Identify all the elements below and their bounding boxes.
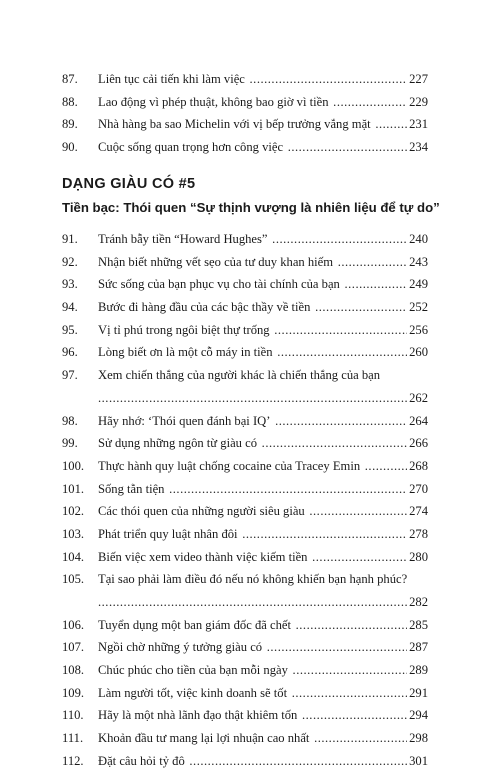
toc-entry-number: 110. bbox=[62, 708, 84, 723]
toc-entry bbox=[62, 568, 428, 591]
toc-entry-page: 291 bbox=[407, 682, 428, 705]
toc-entry bbox=[62, 704, 428, 727]
toc-entry-page: 287 bbox=[407, 636, 428, 659]
toc-entry bbox=[62, 319, 428, 342]
toc-entry bbox=[62, 659, 428, 682]
toc-entry-page: 262 bbox=[407, 387, 428, 410]
toc-entry bbox=[62, 296, 428, 319]
section-heading: DẠNG GIÀU CÓ #5 bbox=[62, 176, 196, 192]
toc-list-top bbox=[62, 68, 428, 159]
toc-leader-dots bbox=[98, 387, 428, 410]
toc-entry-title-wrap bbox=[98, 228, 428, 251]
toc-entry bbox=[62, 364, 428, 387]
toc-entry-number: 107. bbox=[62, 640, 85, 655]
toc-entry-number: 98. bbox=[62, 413, 78, 428]
toc-entry-title: Tuyển dụng một ban giám đốc đã chết bbox=[98, 617, 291, 632]
toc-entry-page: 268 bbox=[407, 455, 428, 478]
toc-entry-title-wrap bbox=[98, 636, 428, 659]
toc-entry-title-wrap bbox=[98, 659, 428, 682]
toc-entry-title: Các thói quen của những người siêu giàu bbox=[98, 504, 305, 519]
toc-entry-title: Biến việc xem video thành việc kiếm tiền bbox=[98, 549, 308, 564]
toc-entry-page: 231 bbox=[407, 113, 428, 136]
toc-entry-title: Sức sống của bạn phục vụ cho tài chính của bạn bbox=[98, 277, 340, 292]
toc-entry bbox=[62, 228, 428, 251]
toc-entry-number: 94. bbox=[62, 300, 78, 315]
toc-entry bbox=[62, 113, 428, 136]
toc-entry-title: Ngồi chờ những ý tưởng giàu có bbox=[98, 640, 263, 655]
toc-entry-title-wrap bbox=[98, 727, 428, 750]
toc-entry-number: 95. bbox=[62, 322, 78, 337]
toc-entry-page: 256 bbox=[407, 319, 428, 342]
toc-entry-title: Tại sao phải làm điều đó nếu nó không khiến bạn hạnh phúc? bbox=[98, 572, 408, 587]
toc-entry bbox=[62, 341, 428, 364]
toc-entry-number: 90. bbox=[62, 140, 78, 155]
toc-entry-number: 89. bbox=[62, 117, 78, 132]
toc-entry-title: Vị tỉ phú trong ngôi biệt thự trống bbox=[98, 322, 270, 337]
toc-entry-title: Thực hành quy luật chống cocaine của Tracey Emin bbox=[98, 458, 361, 473]
toc-entry bbox=[62, 636, 428, 659]
toc-entry-number: 106. bbox=[62, 617, 85, 632]
toc-entry-title: Sống tằn tiện bbox=[98, 481, 165, 496]
toc-entry-title: Làm người tốt, việc kinh doanh sẽ tốt bbox=[98, 685, 288, 700]
toc-entry-title-wrap bbox=[98, 455, 428, 478]
toc-entry-number: 104. bbox=[62, 549, 85, 564]
toc-list-main bbox=[62, 228, 428, 773]
toc-entry-number: 91. bbox=[62, 232, 78, 246]
toc-entry bbox=[62, 410, 428, 433]
toc-entry-number: 88. bbox=[62, 94, 78, 109]
toc-entry-page: 252 bbox=[407, 296, 428, 319]
toc-entry-title-wrap bbox=[98, 478, 428, 501]
toc-entry-title-wrap bbox=[98, 341, 428, 364]
toc-entry-title: Xem chiến thắng của người khác là chiến thắng của bạn bbox=[98, 368, 381, 383]
toc-entry-title: Nhà hàng ba sao Michelin với vị bếp trưởng vắng mặt bbox=[98, 117, 371, 132]
toc-entry-continuation bbox=[62, 387, 428, 410]
toc-entry-page: 298 bbox=[407, 727, 428, 750]
toc-entry-number: 99. bbox=[62, 436, 78, 451]
toc-entry-number: 111. bbox=[62, 731, 84, 746]
toc-entry-title: Đặt câu hỏi tỷ đô bbox=[98, 753, 185, 768]
toc-entry-page: 264 bbox=[407, 410, 428, 433]
toc-entry bbox=[62, 546, 428, 569]
toc-entry-title: Bước đi hàng đầu của các bậc thầy về tiền bbox=[98, 300, 311, 315]
toc-entry-title: Tránh bẫy tiền “Howard Hughes” bbox=[98, 232, 268, 246]
toc-entry-title-wrap bbox=[98, 432, 428, 455]
toc-entry-title: Sử dụng những ngôn từ giàu có bbox=[98, 436, 258, 451]
toc-entry-title-wrap bbox=[98, 682, 428, 705]
toc-entry bbox=[62, 136, 428, 159]
toc-entry-page: 274 bbox=[407, 500, 428, 523]
toc-entry-number: 105. bbox=[62, 572, 85, 587]
toc-entry-title: Cuộc sống quan trọng hơn công việc bbox=[98, 140, 284, 155]
toc-entry-title-wrap bbox=[98, 568, 428, 591]
toc-entry bbox=[62, 523, 428, 546]
toc-entry-page: 280 bbox=[407, 546, 428, 569]
toc-entry-title-wrap bbox=[98, 410, 428, 433]
toc-entry-number: 96. bbox=[62, 345, 78, 360]
toc-entry-title-wrap bbox=[98, 113, 428, 136]
toc-entry bbox=[62, 68, 428, 91]
toc-entry-number: 93. bbox=[62, 277, 78, 292]
toc-entry bbox=[62, 727, 428, 750]
toc-entry-number: 112. bbox=[62, 753, 84, 768]
toc-leader-dots bbox=[98, 591, 428, 614]
toc-entry-number: 97. bbox=[62, 368, 78, 383]
toc-entry-continuation bbox=[62, 591, 428, 614]
toc-entry-page: 234 bbox=[407, 136, 428, 159]
toc-entry-page: 266 bbox=[407, 432, 428, 455]
toc-entry-title-wrap bbox=[98, 523, 428, 546]
toc-entry-title-wrap bbox=[98, 251, 428, 274]
toc-entry bbox=[62, 500, 428, 523]
toc-entry-title-wrap bbox=[98, 546, 428, 569]
toc-entry bbox=[62, 251, 428, 274]
toc-entry-number: 108. bbox=[62, 663, 85, 678]
toc-entry-title: Liên tục cải tiến khi làm việc bbox=[98, 72, 245, 86]
section-subtitle: Tiền bạc: Thói quen “Sự thịnh vượng là nhiên liệu để tự do” bbox=[62, 200, 440, 215]
toc-entry-title: Khoản đầu tư mang lại lợi nhuận cao nhất bbox=[98, 731, 310, 746]
toc-entry bbox=[62, 273, 428, 296]
toc-entry-page: 260 bbox=[407, 341, 428, 364]
toc-entry-title-wrap bbox=[98, 296, 428, 319]
toc-entry bbox=[62, 478, 428, 501]
toc-entry bbox=[62, 614, 428, 637]
toc-entry-number: 92. bbox=[62, 254, 78, 269]
toc-entry-title: Hãy nhớ: ‘Thói quen đánh bại IQ’ bbox=[98, 413, 271, 428]
toc-entry-title-wrap bbox=[98, 319, 428, 342]
toc-entry-title-wrap bbox=[98, 500, 428, 523]
toc-entry-number: 100. bbox=[62, 458, 85, 473]
toc-entry-number: 102. bbox=[62, 504, 85, 519]
toc-entry-page: 301 bbox=[407, 750, 428, 773]
toc-entry bbox=[62, 455, 428, 478]
toc-entry-page: 240 bbox=[407, 228, 428, 251]
toc-entry-title-wrap bbox=[98, 91, 428, 114]
toc-entry-title: Hãy là một nhà lãnh đạo thật khiêm tốn bbox=[98, 708, 298, 723]
toc-entry-page: 289 bbox=[407, 659, 428, 682]
toc-entry bbox=[62, 91, 428, 114]
toc-entry-title-wrap bbox=[98, 68, 428, 91]
toc-entry-page: 229 bbox=[407, 91, 428, 114]
toc-entry-title: Lòng biết ơn là một cỗ máy in tiền bbox=[98, 345, 273, 360]
toc-entry-title-wrap bbox=[98, 364, 428, 387]
toc-entry-title-wrap bbox=[98, 614, 428, 637]
toc-entry-number: 103. bbox=[62, 526, 85, 541]
toc-entry-page: 294 bbox=[407, 704, 428, 727]
toc-entry-title-wrap bbox=[98, 704, 428, 727]
toc-entry-number: 109. bbox=[62, 685, 85, 700]
toc-entry-page: 270 bbox=[407, 478, 428, 501]
toc-entry-page: 285 bbox=[407, 614, 428, 637]
toc-entry-number: 87. bbox=[62, 72, 78, 86]
toc-entry-page: 282 bbox=[407, 591, 428, 614]
toc-entry-title-wrap bbox=[98, 273, 428, 296]
toc-entry-title: Chúc phúc cho tiền của bạn mỗi ngày bbox=[98, 663, 288, 678]
toc-entry-title-wrap bbox=[98, 136, 428, 159]
toc-entry-page: 249 bbox=[407, 273, 428, 296]
toc-entry-page: 227 bbox=[407, 68, 428, 91]
toc-entry bbox=[62, 750, 428, 773]
toc-entry-page: 278 bbox=[407, 523, 428, 546]
toc-entry bbox=[62, 432, 428, 455]
toc-entry bbox=[62, 682, 428, 705]
toc-entry-title: Phát triển quy luật nhân đôi bbox=[98, 526, 238, 541]
section-header bbox=[62, 176, 442, 215]
toc-entry-number: 101. bbox=[62, 481, 85, 496]
toc-entry-title: Nhận biết những vết sẹo của tư duy khan hiếm bbox=[98, 254, 334, 269]
toc-entry-title: Lao động vì phép thuật, không bao giờ vì tiền bbox=[98, 94, 329, 109]
toc-entry-page: 243 bbox=[407, 251, 428, 274]
toc-entry-title-wrap bbox=[98, 750, 428, 773]
